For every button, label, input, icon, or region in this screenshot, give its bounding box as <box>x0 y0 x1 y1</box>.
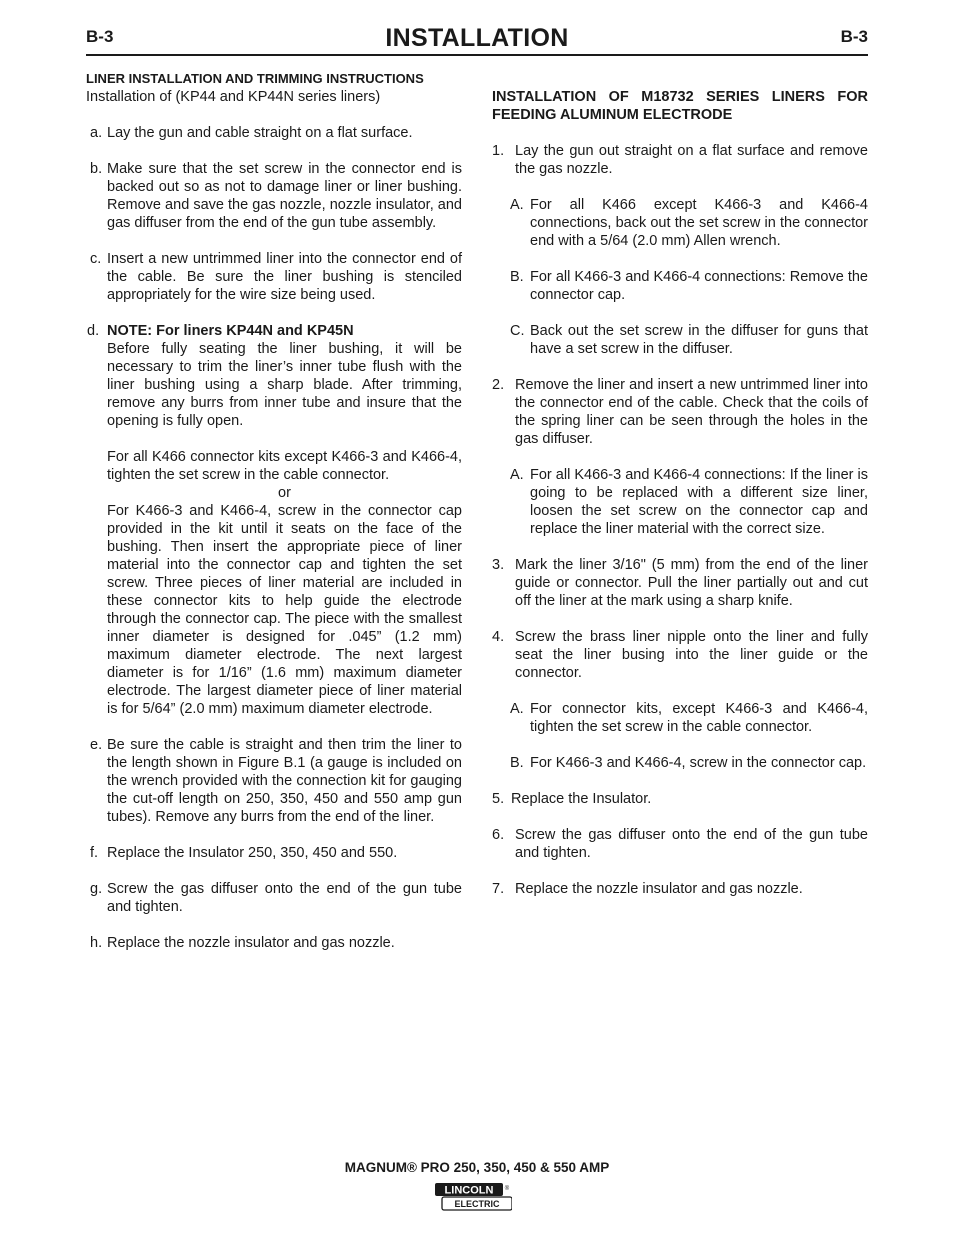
step-text: Replace the Insulator 250, 350, 450 and 550. <box>107 845 398 861</box>
step-text: Mark the liner 3/16" (5 mm) from the end of the liner guide or connector. Pull the liner partially out and cut off the liner at the mark using a sharp knife. <box>515 557 868 609</box>
step-text: Lay the gun out straight on a flat surface and remove the gas nozzle. <box>515 143 868 177</box>
step-text: Replace the Insulator. <box>511 791 652 807</box>
step-d-note: NOTE: For liners KP44N and KP45N <box>107 323 354 339</box>
header-rule <box>86 54 868 56</box>
logo-text-bottom: ELECTRIC <box>454 1199 500 1209</box>
step-g <box>86 880 462 916</box>
step-marker: 1. <box>492 143 505 159</box>
step-marker: 3. <box>492 557 505 573</box>
step-text: Make sure that the set screw in the connector end is backed out so as not to damage liner or liner bushing. Remove and save the gas nozzle, nozzle insulator, and gas diffuser from the end of the gun tube assembly. <box>107 161 462 231</box>
step-d <box>86 322 462 718</box>
left-section-heading: LINER INSTALLATION AND TRIMMING INSTRUCTIONS <box>86 71 424 86</box>
step-c <box>86 250 462 304</box>
step-text: Screw the gas diffuser onto the end of the gun tube and tighten. <box>515 827 868 861</box>
logo-text-top: LINCOLN <box>444 1184 494 1197</box>
lincoln-electric-logo <box>434 1182 512 1212</box>
logo-registered-mark: ® <box>504 1186 510 1192</box>
step-marker: B. <box>510 269 524 285</box>
step-marker: B. <box>510 755 524 771</box>
right-column <box>492 88 868 898</box>
step-marker: 4. <box>492 629 505 645</box>
step-5 <box>492 790 868 808</box>
step-text: For all K466-3 and K466-4 connections: If the liner is going to be replaced with a different size liner, loosen the set screw on the connector cap and replace the liner material with the correct size. <box>530 467 868 537</box>
step-7 <box>492 880 868 898</box>
step-text: Back out the set screw in the diffuser for guns that have a set screw in the diffuser. <box>530 323 868 357</box>
step-1b <box>492 268 868 304</box>
step-marker: b. <box>90 161 103 177</box>
step-3 <box>492 556 868 610</box>
step-1c <box>492 322 868 358</box>
step-b <box>86 160 462 232</box>
step-marker: c. <box>90 251 102 267</box>
step-marker: 7. <box>492 881 505 897</box>
step-a <box>86 124 462 142</box>
step-marker: A. <box>510 701 524 717</box>
step-1a <box>492 196 868 250</box>
page-title: INSTALLATION <box>385 24 569 52</box>
step-marker: g. <box>90 881 103 897</box>
step-marker: h. <box>90 935 103 951</box>
step-marker: A. <box>510 197 524 213</box>
step-d-paragraph-2: For all K466 connector kits except K466-3 and K466-4, tighten the set screw in the cable connector. <box>107 449 462 483</box>
step-marker: 5. <box>492 791 505 807</box>
step-4b <box>492 754 868 772</box>
step-e <box>86 736 462 826</box>
step-text: Replace the nozzle insulator and gas nozzle. <box>515 881 803 897</box>
step-marker: e. <box>90 737 103 753</box>
page-number-left: B-3 <box>86 27 114 46</box>
step-text: For all K466 except K466-3 and K466-4 connections, back out the set screw in the connector end with a 5/64 (2.0 mm) Allen wrench. <box>530 197 868 249</box>
step-f <box>86 844 462 862</box>
page-number-right: B-3 <box>840 27 868 46</box>
step-text: Remove the liner and insert a new untrimmed liner into the connector end of the cable. Check that the coils of the spring liner can be seen through the holes in the gas diffuser. <box>515 377 868 447</box>
step-text: Insert a new untrimmed liner into the connector end of the cable. Be sure the liner bushing is stenciled appropriately for the wire size being used. <box>107 251 462 303</box>
step-text: For all K466-3 and K466-4 connections: Remove the connector cap. <box>530 269 868 303</box>
step-marker: d. <box>87 323 100 339</box>
step-text: Replace the nozzle insulator and gas nozzle. <box>107 935 395 951</box>
step-d-paragraph-1: Before fully seating the liner bushing, it will be necessary to trim the liner’s inner tube flush with the liner bushing using a sharp blade. After trimming, remove any burrs from inner tube and insure that the opening is fully open. <box>107 341 462 429</box>
step-marker: f. <box>90 845 99 861</box>
step-d-or: or <box>278 485 291 501</box>
step-d-paragraph-3: For K466-3 and K466-4, screw in the connector cap provided in the kit until it seats on the face of the bushing. Then insert the appropriate piece of liner material into the connector cap and tighten the set screw. Three pieces of liner material are included in these connector kits to help guide the electrode through the connector cap. The piece with the smallest inner diameter is designed for .045” (1.2 mm) maximum diameter electrode. The next largest diameter is for 1/16” (1.6 mm) maximum diameter electrode. The largest diameter piece of liner material is for 5/64” (2.0 mm) maximum diameter electrode. <box>107 503 462 717</box>
left-column <box>86 70 462 952</box>
step-text: Screw the gas diffuser onto the end of the gun tube and tighten. <box>107 881 462 915</box>
step-marker: C. <box>510 323 525 339</box>
step-text: Screw the brass liner nipple onto the liner and fully seat the liner busing into the liner guide or the connector. <box>515 629 868 681</box>
step-2 <box>492 376 868 448</box>
right-section-heading: INSTALLATION OF M18732 SERIES LINERS FOR FEEDING ALUMINUM ELECTRODE <box>492 89 868 123</box>
footer-product-name: MAGNUM® PRO 250, 350, 450 & 550 AMP <box>344 1160 610 1175</box>
left-intro: Installation of (KP44 and KP44N series liners) <box>86 89 381 105</box>
step-marker: 2. <box>492 377 505 393</box>
step-text: Lay the gun and cable straight on a flat surface. <box>107 125 413 141</box>
step-marker: 6. <box>492 827 505 843</box>
step-text: For connector kits, except K466-3 and K466-4, tighten the set screw in the cable connector. <box>530 701 868 735</box>
step-4 <box>492 628 868 682</box>
step-6 <box>492 826 868 862</box>
step-h <box>86 934 462 952</box>
step-marker: A. <box>510 467 524 483</box>
step-text: Be sure the cable is straight and then trim the liner to the length shown in Figure B.1 (a gauge is included on the wrench provided with the connection kit for gauging the cut-off length on 250, 350, 450 and 550 amp gun tubes). Remove any burrs from the end of the liner. <box>107 737 462 825</box>
step-marker: a. <box>90 125 103 141</box>
step-1 <box>492 142 868 178</box>
step-text: For K466-3 and K466-4, screw in the connector cap. <box>530 755 867 771</box>
step-4a <box>492 700 868 736</box>
step-2a <box>492 466 868 538</box>
